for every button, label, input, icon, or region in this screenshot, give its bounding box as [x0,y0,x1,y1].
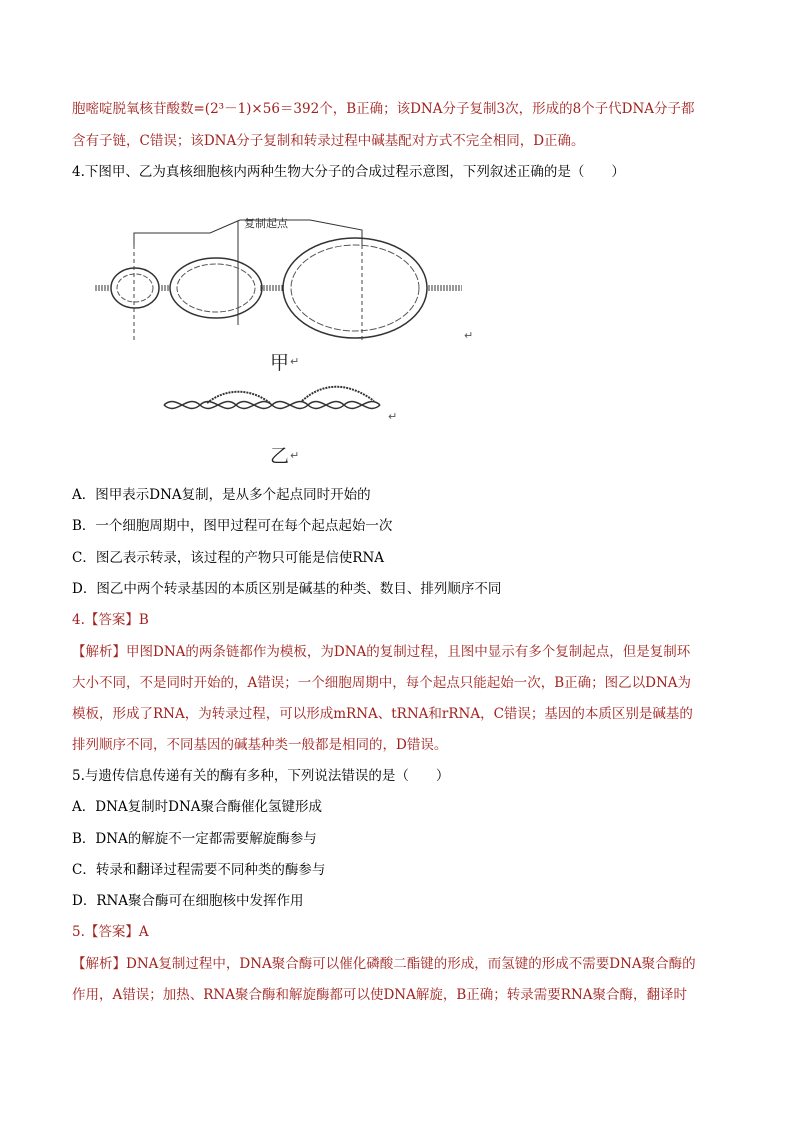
q4-analysis-line-2: 大小不同，不是同时开始的，A错误；一个细胞周期中，每个起点只能起始一次，B正确；图乙以DNA为 [72,675,692,691]
q4-analysis-text-1: 甲图DNA的两条链都作为模板，为DNA的复制过程，且图中显示有多个复制起点，但是复制环 [126,644,691,660]
figure-svg [92,205,492,445]
prev-analysis-line-1: 胞嘧啶脱氧核苷酸数=(2³－1)×56＝392个，B正确；该DNA分子复制3次，形成的8个子代DNA分子都 [72,101,695,117]
figure-label-yi: 乙 [270,445,290,467]
q5-analysis-line-2: 作用，A错误；加热、RNA聚合酶和解旋酶都可以使DNA解旋，B正确；转录需要RNA聚合酶，翻译时 [72,987,688,1003]
figure-yi-diagram [164,387,380,409]
q4-option-c: C．图乙表示转录，该过程的产物只可能是信使RNA [72,550,385,566]
q4-analysis-line-1 [72,642,690,662]
prev-analysis-line-2: 含有子链，C错误；该DNA分子复制和转录过程中碱基配对方式不完全相同，D正确。 [72,133,585,149]
q4-answer: 4.【答案】B [72,612,149,628]
return-mark-1: ↵ [464,329,474,342]
return-mark-3: ↵ [290,355,300,368]
q5-option-c: C．转录和翻译过程需要不同种类的酶参与 [72,862,326,878]
q4-option-b: B．一个细胞周期中，图甲过程可在每个起点起始一次 [72,518,393,534]
q5-option-a: A．DNA复制时DNA聚合酶催化氢键形成 [72,799,323,815]
analysis-tag: 【解析】 [72,644,126,660]
q4-option-d: D．图乙中两个转录基因的本质区别是碱基的种类、数目、排列顺序不同 [72,581,502,597]
q5-answer: 5.【答案】A [72,924,149,940]
q5-analysis-text-1: DNA复制过程中，DNA聚合酶可以催化磷酸二酯键的形成，而氢键的形成不需要DNA聚合酶的 [126,956,696,972]
figure-jia-diagram [94,216,462,340]
return-mark-4: ↵ [290,449,300,462]
figure-label-jia: 甲 [270,352,290,374]
replication-transcription-figure [92,205,492,467]
q5-option-d: D．RNA聚合酶可在细胞核中发挥作用 [72,893,304,909]
q4-analysis-line-4: 排列顺序不同，不同基因的碱基种类一般都是相同的，D错误。 [72,737,448,753]
question-4-stem: 4.下图甲、乙为真核细胞核内两种生物大分子的合成过程示意图，下列叙述正确的是（ ） [72,164,625,180]
replication-origin-label: 复制起点 [244,217,288,230]
q5-option-b: B．DNA的解旋不一定都需要解旋酶参与 [72,831,317,847]
q4-analysis-line-3: 模板，形成了RNA，为转录过程，可以形成mRNA、tRNA和rRNA，C错误；基因的本质区别是碱基的 [72,706,693,722]
question-5-stem: 5.与遗传信息传递有关的酶有多种，下列说法错误的是（ ） [72,768,450,784]
q5-analysis-line-1 [72,954,696,974]
return-mark-2: ↵ [388,410,398,423]
q4-option-a: A．图甲表示DNA复制，是从多个起点同时开始的 [72,487,371,503]
analysis-tag-5: 【解析】 [72,956,126,972]
